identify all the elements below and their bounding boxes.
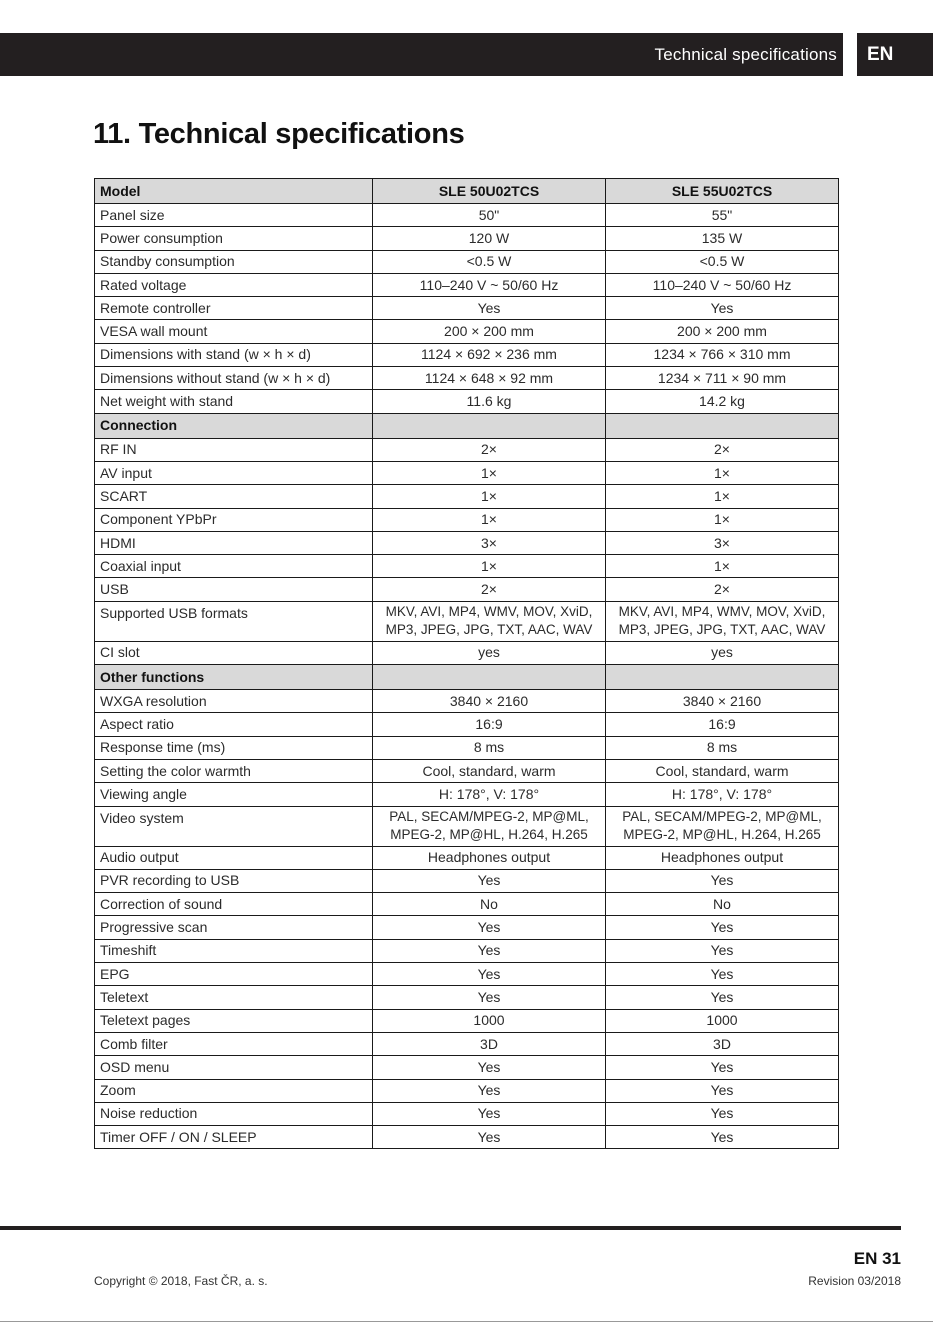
spec-value-b: 2× [606,578,839,601]
table-row [95,531,839,554]
spec-value-a: <0.5 W [373,250,606,273]
spec-label: SCART [95,485,373,508]
header-model-a: SLE 50U02TCS [373,179,606,204]
spec-label: Video system [95,806,373,846]
page-number: EN 31 [853,1249,901,1268]
spec-label: Comb filter [95,1032,373,1055]
spec-value-a: Headphones output [373,846,606,869]
spec-value-b: Yes [606,939,839,962]
header-model-b: SLE 55U02TCS [606,179,839,204]
spec-value-b: 1234 × 711 × 90 mm [606,367,839,390]
spec-value-a: 2× [373,438,606,461]
spec-value-a: H: 178°, V: 178° [373,783,606,806]
spec-label: Component YPbPr [95,508,373,531]
spec-value-b: 1× [606,461,839,484]
table-row [95,438,839,461]
spec-value-a: 110–240 V ~ 50/60 Hz [373,273,606,296]
spec-label: Dimensions with stand (w × h × d) [95,343,373,366]
table-row [95,986,839,1009]
spec-value-b: 135 W [606,227,839,250]
spec-label: EPG [95,963,373,986]
spec-value-b: 110–240 V ~ 50/60 Hz [606,273,839,296]
spec-label: WXGA resolution [95,690,373,713]
section-blank-cell [373,665,606,690]
table-row [95,204,839,227]
spec-label: Timeshift [95,939,373,962]
spec-value-a: yes [373,641,606,664]
header-section-title: Technical specifications [654,45,837,64]
spec-label: PVR recording to USB [95,869,373,892]
spec-value-a: 1000 [373,1009,606,1032]
spec-label: Power consumption [95,227,373,250]
table-row [95,759,839,782]
spec-value-a: Yes [373,986,606,1009]
spec-label: Rated voltage [95,273,373,296]
spec-value-b: 3840 × 2160 [606,690,839,713]
spec-value-b: Headphones output [606,846,839,869]
table-row [95,736,839,759]
spec-value-b: 1× [606,508,839,531]
page-title: 11. Technical specifications [93,118,465,150]
table-header-row [95,179,839,204]
spec-value-b: 1234 × 766 × 310 mm [606,343,839,366]
spec-label: Progressive scan [95,916,373,939]
spec-label: Standby consumption [95,250,373,273]
spec-label: Net weight with stand [95,390,373,413]
section-header-row [95,413,839,438]
section-title: Connection [95,413,373,438]
header-bar [0,33,843,76]
bottom-rule [0,1321,933,1322]
spec-value-b: 2× [606,438,839,461]
table-row [95,1079,839,1102]
spec-value-b: 3× [606,531,839,554]
spec-label: Dimensions without stand (w × h × d) [95,367,373,390]
spec-value-b: 16:9 [606,713,839,736]
spec-value-a: 1124 × 648 × 92 mm [373,367,606,390]
table-row [95,508,839,531]
spec-value-b: Yes [606,1126,839,1149]
spec-value-b: Yes [606,963,839,986]
spec-value-a: No [373,893,606,916]
spec-value-a: MKV, AVI, MP4, WMV, MOV, XviD, MP3, JPEG, JPG, TXT, AAC, WAV [373,601,606,641]
spec-value-a: 3× [373,531,606,554]
footer-rule [0,1226,901,1230]
spec-value-b: Yes [606,1079,839,1102]
table-row [95,461,839,484]
spec-label: Zoom [95,1079,373,1102]
spec-value-a: 11.6 kg [373,390,606,413]
section-header-row [95,665,839,690]
spec-label: Response time (ms) [95,736,373,759]
spec-value-a: Yes [373,1056,606,1079]
table-row [95,485,839,508]
table-row [95,916,839,939]
spec-value-b: 3D [606,1032,839,1055]
spec-label: Teletext [95,986,373,1009]
table-row [95,343,839,366]
spec-value-b: MKV, AVI, MP4, WMV, MOV, XviD, MP3, JPEG, JPG, TXT, AAC, WAV [606,601,839,641]
spec-value-a: 1× [373,555,606,578]
table-row [95,273,839,296]
spec-value-b: Yes [606,986,839,1009]
spec-value-a: Yes [373,939,606,962]
table-row [95,367,839,390]
spec-label: HDMI [95,531,373,554]
spec-value-b: 8 ms [606,736,839,759]
spec-value-a: PAL, SECAM/MPEG-2, MP@ML, MPEG-2, MP@HL, H.264, H.265 [373,806,606,846]
spec-value-a: Cool, standard, warm [373,759,606,782]
table-row [95,390,839,413]
spec-value-b: 1× [606,485,839,508]
spec-label: USB [95,578,373,601]
section-title: Other functions [95,665,373,690]
spec-value-b: Yes [606,297,839,320]
table-row [95,641,839,664]
table-row [95,939,839,962]
section-blank-cell [606,665,839,690]
spec-value-a: 1× [373,461,606,484]
spec-label: Noise reduction [95,1102,373,1125]
spec-value-a: 50" [373,204,606,227]
table-row [95,1102,839,1125]
spec-label: Panel size [95,204,373,227]
spec-label: Setting the color warmth [95,759,373,782]
table-row [95,227,839,250]
spec-value-a: Yes [373,916,606,939]
spec-value-a: 1× [373,508,606,531]
spec-value-a: 3840 × 2160 [373,690,606,713]
spec-value-b: 14.2 kg [606,390,839,413]
header-model: Model [95,179,373,204]
table-row [95,555,839,578]
copyright: Copyright © 2018, Fast ČR, a. s. [94,1274,268,1288]
spec-label: AV input [95,461,373,484]
table-row [95,578,839,601]
spec-value-a: Yes [373,963,606,986]
spec-value-a: Yes [373,1102,606,1125]
spec-table [94,178,839,1149]
spec-label: Supported USB formats [95,601,373,641]
spec-value-a: 16:9 [373,713,606,736]
table-row [95,1056,839,1079]
language-badge: EN [857,33,933,76]
table-row [95,963,839,986]
spec-label: Teletext pages [95,1009,373,1032]
spec-label: RF IN [95,438,373,461]
table-row [95,320,839,343]
spec-value-b: Cool, standard, warm [606,759,839,782]
spec-label: VESA wall mount [95,320,373,343]
revision: Revision 03/2018 [808,1274,901,1288]
spec-table-body [95,179,839,1149]
table-row [95,1009,839,1032]
table-row [95,250,839,273]
spec-value-b: Yes [606,1102,839,1125]
table-row [95,1032,839,1055]
spec-value-b: 55" [606,204,839,227]
spec-value-a: 1124 × 692 × 236 mm [373,343,606,366]
spec-value-a: Yes [373,1079,606,1102]
table-row [95,806,839,846]
section-blank-cell [373,413,606,438]
table-row [95,846,839,869]
spec-value-b: 1× [606,555,839,578]
table-row [95,893,839,916]
spec-value-a: Yes [373,869,606,892]
spec-value-b: yes [606,641,839,664]
table-row [95,1126,839,1149]
spec-value-b: H: 178°, V: 178° [606,783,839,806]
spec-value-b: <0.5 W [606,250,839,273]
spec-value-b: 200 × 200 mm [606,320,839,343]
table-row [95,869,839,892]
spec-value-a: 120 W [373,227,606,250]
spec-value-b: PAL, SECAM/MPEG-2, MP@ML, MPEG-2, MP@HL, H.264, H.265 [606,806,839,846]
spec-label: Audio output [95,846,373,869]
spec-label: Correction of sound [95,893,373,916]
spec-value-b: 1000 [606,1009,839,1032]
spec-value-a: Yes [373,297,606,320]
spec-value-b: Yes [606,916,839,939]
spec-value-b: Yes [606,869,839,892]
spec-value-b: No [606,893,839,916]
spec-label: Aspect ratio [95,713,373,736]
spec-value-a: 8 ms [373,736,606,759]
section-blank-cell [606,413,839,438]
spec-label: Coaxial input [95,555,373,578]
spec-value-a: 1× [373,485,606,508]
table-row [95,601,839,641]
table-row [95,713,839,736]
spec-label: Viewing angle [95,783,373,806]
spec-value-b: Yes [606,1056,839,1079]
table-row [95,690,839,713]
spec-label: Remote controller [95,297,373,320]
spec-label: OSD menu [95,1056,373,1079]
spec-value-a: Yes [373,1126,606,1149]
spec-value-a: 3D [373,1032,606,1055]
table-row [95,783,839,806]
table-row [95,297,839,320]
spec-value-a: 2× [373,578,606,601]
spec-value-a: 200 × 200 mm [373,320,606,343]
spec-label: Timer OFF / ON / SLEEP [95,1126,373,1149]
spec-label: CI slot [95,641,373,664]
